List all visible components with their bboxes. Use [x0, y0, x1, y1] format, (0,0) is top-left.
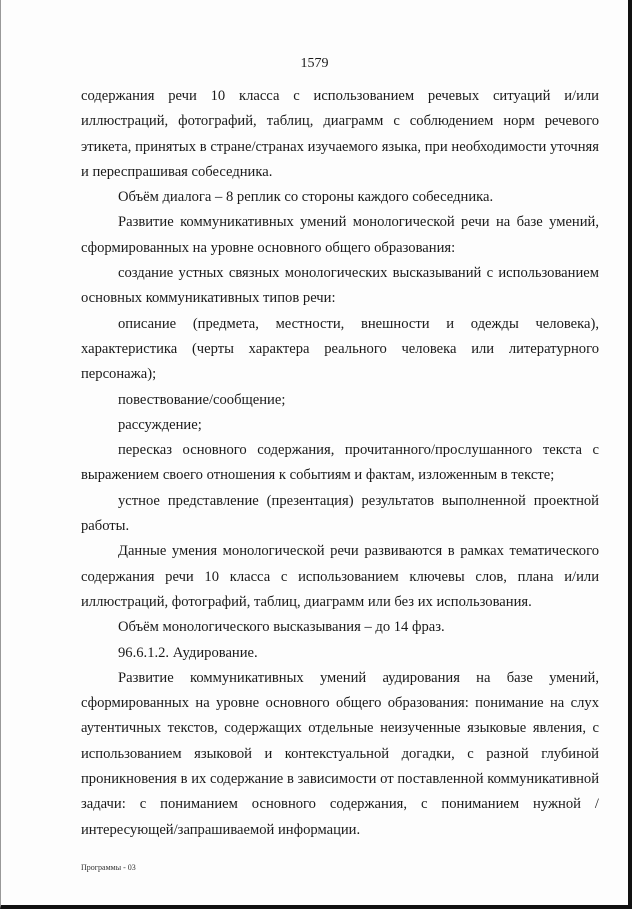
paragraph: содержания речи 10 класса с использованием речевых ситуаций и/или иллюстраций, фотографий, таблиц, диаграмм с соблюдением норм речевого этикета, принятых в стране/странах изучаемого языка, при необходимости уточняя и переспрашивая собеседника. [81, 88, 599, 180]
page-footer: Программы - 03 [81, 863, 136, 872]
paragraph: устное представление (презентация) результатов выполненной проектной работы. [81, 492, 599, 535]
paragraph: повествование/сообщение; [118, 391, 286, 408]
body-text [81, 84, 599, 843]
paragraph: Объём диалога – 8 реплик со стороны каждого собеседника. [118, 189, 494, 206]
paragraph: Объём монологического высказывания – до 14 фраз. [118, 619, 445, 636]
paragraph: рассуждение; [118, 416, 202, 433]
paragraph: пересказ основного содержания, прочитанного/прослушанного текста с выражением своего отношения к событиям и фактам, изложенным в тексте; [81, 442, 599, 484]
section-heading: 96.6.1.2. Аудирование. [118, 644, 258, 661]
paragraph: Развитие коммуникативных умений аудирования на базе умений, сформированных на уровне основного общего образования: понимание на слух аутентичных текстов, содержащих отдельные неизученные языковые явления, с использованием языковой и контекстуальной догадки, с разной глубиной проникновения в их содержание в зависимости от поставленной коммуникативной задачи: с пониманием основного содержания, с пониманием нужной /интересующей/запрашиваемой информации. [81, 669, 599, 838]
paragraph: описание (предмета, местности, внешности и одежды человека), характеристика (черты характера реального человека или литературного персонажа); [81, 315, 599, 383]
paragraph: создание устных связных монологических высказываний с использованием основных коммуникативных типов речи: [81, 265, 599, 307]
paragraph: Данные умения монологической речи развиваются в рамках тематического содержания речи 10 класса с использованием ключевы слов, плана и/или иллюстраций, фотографий, таблиц, диаграмм или без их использования. [81, 543, 599, 610]
paragraph: Развитие коммуникативных умений монологической речи на базе умений, сформированных на уровне основного общего образования: [81, 214, 599, 256]
page-number: 1579 [300, 56, 329, 71]
